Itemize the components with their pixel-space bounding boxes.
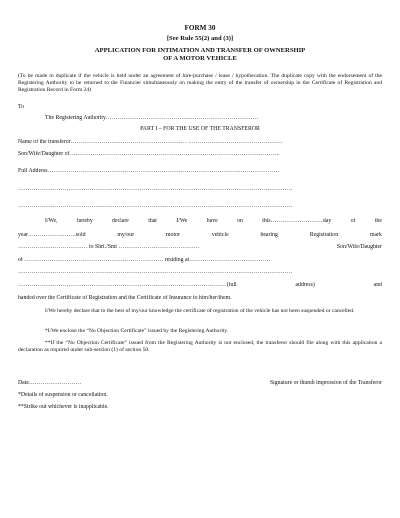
registering-authority-line: The Registering Authority……………………………………………………………………. — [45, 115, 259, 121]
decl-word: on — [237, 218, 243, 224]
decl-word: my/our — [117, 232, 135, 238]
form-number: FORM 30 — [184, 24, 216, 32]
decl-word: mark — [370, 232, 382, 238]
not-suspended-declaration: I/We hereby declare that to the best of my/our knowledge the certificate of registration of the vehicle has not been suspended or cancelled. — [45, 308, 355, 314]
declaration-row-4: of ……………………………………………………………… residing at…………………………………… — [18, 257, 271, 263]
decl-text: address) — [295, 282, 315, 288]
footnote-suspension: *Details of suspension or cancellation. — [18, 392, 108, 398]
decl-word: I/We — [176, 218, 188, 224]
decl-word: declare — [112, 218, 129, 224]
declaration-row-5: ……………………………………………………………………………………………………………………………. — [18, 269, 292, 275]
decl-word: motor — [166, 232, 180, 238]
address-line-3: ……………………………………………………………………………………………………………………………. — [18, 203, 292, 209]
decl-word: the — [374, 218, 382, 224]
date-field: Date……………………… — [18, 380, 82, 386]
to-label: To — [18, 104, 25, 110]
decl-word: have — [206, 218, 218, 224]
decl-text: ………………………………………………………………………………………………(full — [18, 282, 237, 288]
intro-note: (To be made in duplicate if the vehicle is held under an agreement of hire-purchase / lease / hypothecation. The duplicate copy with the endorsement of the Registering Authority to be returned to the Financier simultaneously on making the entry of the transfer of ownership in the Certificate of Registration and Registration Record in Form 24) — [18, 73, 382, 94]
rule-reference: [See Rule 55(2) and (3)] — [166, 35, 234, 42]
part1-heading: PART I – FOR THE USE OF THE TRANSFEROR — [140, 126, 260, 132]
decl-word: I/We, — [45, 218, 58, 224]
decl-word: of — [350, 218, 356, 224]
decl-word: that — [148, 218, 157, 224]
form-title-line1: APPLICATION FOR INTIMATION AND TRANSFER OF OWNERSHIP — [94, 47, 306, 54]
decl-text: Son/Wife/Daughter — [336, 244, 382, 250]
signature-label: Signature or thumb impression of the Transferor — [269, 380, 382, 386]
decl-text: and — [373, 282, 382, 288]
decl-word: year…………………….sold — [18, 232, 86, 238]
footnote-strike-out: **Strike out whichever is inapplicable. — [18, 404, 109, 410]
enclose-noc-line: *I/We enclose the “No Objection Certificate” issued by the Registering Authority. — [45, 328, 229, 334]
transferor-name-field: Name of the transferor…………………………………………………… …………………………………………. — [18, 139, 283, 145]
decl-text: ……………………………… to Shri./Smt …………………………………… — [18, 244, 200, 250]
decl-word: vehicle — [211, 232, 229, 238]
decl-word: this………………………day — [262, 218, 332, 224]
declaration-row-7: handed over the Certificate of Registration and the Certificate of Insurance to him/her/them. — [18, 295, 232, 301]
decl-word: bearing — [260, 232, 278, 238]
form-title-line2: OF A MOTOR VEHICLE — [163, 55, 237, 62]
declaration-row-6 — [18, 282, 382, 290]
noc-not-enclosed-paragraph: **If the “No Objection Certificate” issued from the Registering Authority is not enclosed, the transferor should file along with this application a declaration as required under sub-section (1) of section 50. — [18, 340, 382, 354]
declaration-row-2 — [18, 232, 382, 240]
address-line-2: ……………………………………………………………………………………………………………………………. — [18, 186, 292, 192]
relation-field: Son/Wife/Daughter of………………………………………………………………………………………………. — [18, 151, 280, 157]
full-address-field: Full Address………………………………………………………………………………………………………… — [18, 168, 280, 174]
declaration-row-3 — [18, 244, 382, 252]
declaration-row-1 — [45, 218, 382, 226]
form-title — [0, 47, 400, 63]
decl-word: Registration — [309, 232, 339, 238]
decl-word: hereby — [76, 218, 93, 224]
